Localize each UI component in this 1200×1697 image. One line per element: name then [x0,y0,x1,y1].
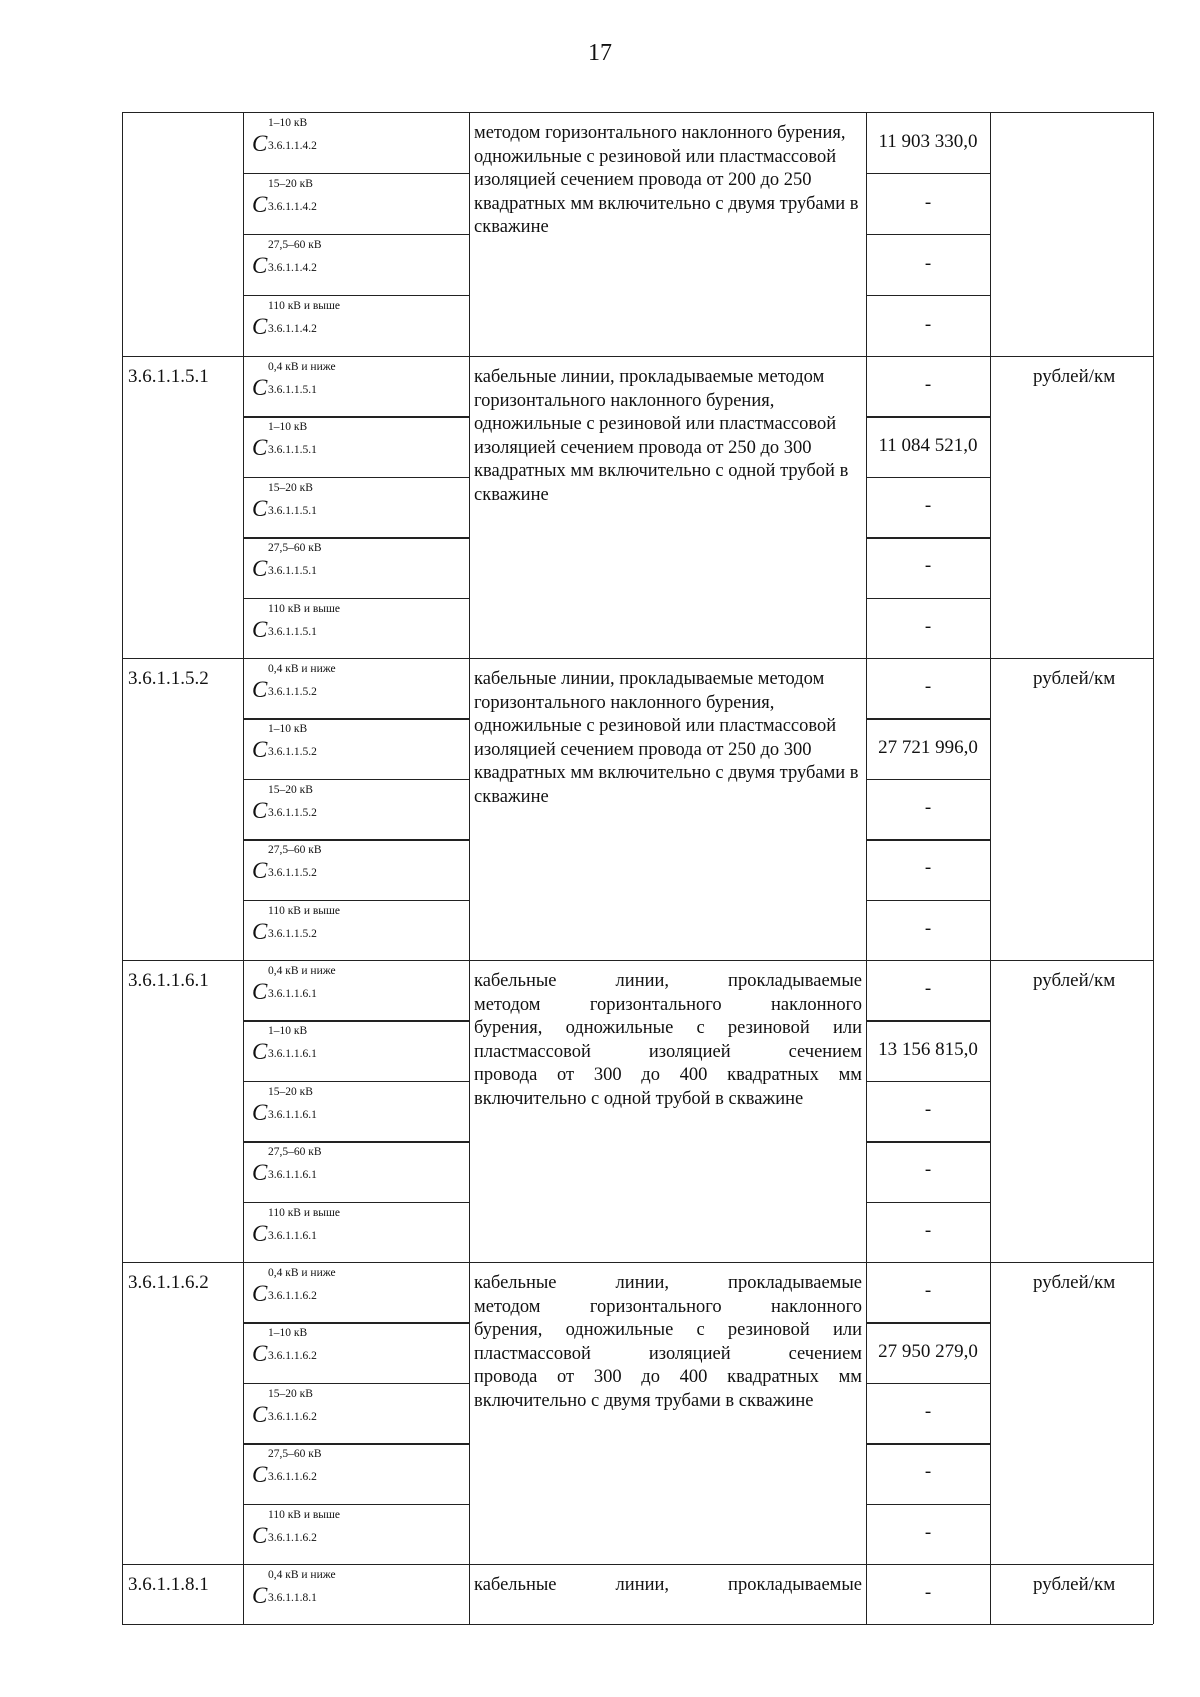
symbol-row-separator [243,234,469,235]
item-code: 3.6.1.1.5.2 [128,668,209,689]
rate-symbol-letter: C [252,858,268,884]
symbol-row-separator [243,598,469,599]
code-subscript: 3.6.1.1.6.2 [268,1410,317,1423]
value-row-separator [866,173,990,174]
rate-value: - [924,1099,932,1120]
symbol-row-separator [243,1322,469,1323]
voltage-superscript: 0,4 кВ и ниже [268,1267,336,1279]
value-row-separator [866,1443,990,1444]
code-subscript: 3.6.1.1.4.2 [268,323,317,335]
rate-value: 27 721 996,0 [878,736,978,758]
cable-line-description: кабельные линии, прокладываемые методом горизонтального наклонного бурения, одножильные с резиновой или пластмассовой изоляцией сечением провода от 250 до 300 квадратных мм включительно с одной трубой в скважине [474,367,849,505]
rate-symbol-letter: C [252,1583,268,1608]
code-subscript: 3.6.1.1.4.2 [268,262,317,274]
rate-value: - [924,978,932,1000]
rate-symbol-letter: C [252,1160,268,1186]
rate-symbol-letter: C [252,435,268,461]
code-subscript: 3.6.1.1.5.1 [268,565,317,578]
rate-symbol-letter: C [252,737,268,763]
item-code: 3.6.1.1.8.1 [128,1574,209,1595]
rate-symbol-letter: C [252,918,268,944]
value-row-separator [866,1383,990,1384]
rate-symbol-letter: C [252,1220,268,1246]
value-row-separator [866,1081,990,1082]
code-subscript: 3.6.1.1.4.2 [268,140,317,152]
voltage-superscript: 27,5–60 кВ [268,1448,322,1461]
rate-symbol-letter: C [252,1401,268,1427]
rate-symbol-letter: C [252,677,268,702]
code-subscript: 3.6.1.1.5.2 [268,746,317,759]
voltage-superscript: 1–10 кВ [268,1025,308,1038]
rate-value: - [924,1461,932,1483]
value-row-separator [866,295,990,296]
code-subscript: 3.6.1.1.6.2 [268,1350,317,1363]
voltage-superscript: 27,5–60 кВ [268,1146,322,1159]
column-border-4 [990,112,991,1624]
rate-symbol-letter: C [252,314,268,339]
description-line: кабельные линии, прокладываемые [474,1273,862,1293]
value-row-separator [866,234,990,235]
description-line: бурения, одножильные с резиновой или [474,1320,862,1340]
symbol-row-separator [243,900,469,901]
rate-value: 11 903 330,0 [878,130,978,152]
code-subscript: 3.6.1.1.5.2 [268,806,317,819]
voltage-superscript: 0,4 кВ и ниже [268,1569,336,1581]
code-subscript: 3.6.1.1.6.2 [268,1290,317,1302]
rate-symbol-letter: C [252,1522,268,1548]
voltage-superscript: 27,5–60 кВ [268,239,322,251]
column-border-0 [122,112,123,1624]
voltage-superscript: 1–10 кВ [268,421,308,434]
voltage-superscript: 0,4 кВ и ниже [268,361,336,373]
value-row-separator [866,598,990,599]
symbol-row-separator [243,1020,469,1021]
rate-symbol-letter: C [252,1099,268,1125]
code-subscript: 3.6.1.1.6.1 [268,988,317,1000]
rate-symbol-letter: C [252,1462,268,1488]
symbol-row-separator [243,416,469,417]
group-separator [122,658,1153,659]
value-row-separator [866,1141,990,1142]
unit-label: рублей/км [1033,366,1116,387]
group-separator [122,356,1153,357]
rate-value: 27 950 279,0 [878,1340,978,1362]
value-row-separator [866,416,990,417]
rate-value: - [924,1280,932,1302]
symbol-row-separator [243,1383,469,1384]
voltage-superscript: 0,4 кВ и ниже [268,965,336,977]
value-row-separator [866,718,990,719]
symbol-row-separator [243,839,469,840]
description-line: включительно с двумя трубами в скважине [474,1390,814,1411]
voltage-superscript: 110 кВ и выше [268,602,340,615]
rate-value: 13 156 815,0 [878,1038,978,1060]
rate-value: - [924,191,932,213]
code-subscript: 3.6.1.1.6.2 [268,1471,317,1484]
rate-symbol-letter: C [252,979,268,1004]
code-subscript: 3.6.1.1.5.1 [268,444,317,457]
rate-symbol-letter: C [252,556,268,582]
code-subscript: 3.6.1.1.5.2 [268,867,317,880]
description-line: провода от 300 до 400 квадратных мм [474,1367,862,1387]
voltage-superscript: 1–10 кВ [268,1327,308,1340]
description-line: бурения, одножильные с резиновой или [474,1018,862,1038]
voltage-superscript: 15–20 кВ [268,1085,313,1098]
code-subscript: 3.6.1.1.5.2 [268,686,317,698]
group-separator [122,1564,1153,1565]
column-border-5 [1153,112,1154,1624]
rate-symbol-letter: C [252,616,268,642]
description-line: включительно с одной трубой в скважине [474,1088,804,1109]
cable-line-description [474,1272,862,1413]
group-separator [122,1262,1153,1263]
symbol-row-separator [243,295,469,296]
value-row-separator [866,537,990,538]
value-row-separator [866,1202,990,1203]
unit-label: рублей/км [1033,1272,1116,1293]
rate-value: - [924,252,932,274]
item-code: 3.6.1.1.5.1 [128,366,209,387]
cable-line-description [474,970,862,1111]
voltage-superscript: 27,5–60 кВ [268,844,322,857]
symbol-row-separator [243,1081,469,1082]
description-line: провода от 300 до 400 квадратных мм [474,1065,862,1085]
rate-value: - [924,313,932,335]
rate-symbol-letter: C [252,375,268,400]
code-subscript: 3.6.1.1.5.2 [268,927,317,940]
voltage-superscript: 110 кВ и выше [268,300,340,312]
cable-line-description [474,1574,862,1598]
code-subscript: 3.6.1.1.5.1 [268,384,317,396]
symbol-row-separator [243,537,469,538]
description-line: пластмассовой изоляцией сечением [474,1041,862,1062]
voltage-superscript: 15–20 кВ [268,783,313,796]
rate-value: - [924,374,932,396]
rate-value: - [924,1521,932,1543]
rate-symbol-letter: C [252,1281,268,1306]
code-subscript: 3.6.1.1.5.1 [268,504,317,517]
rate-value: - [924,495,932,516]
rate-symbol-letter: C [252,495,268,521]
description-line: пластмассовой изоляцией сечением [474,1343,862,1364]
symbol-row-separator [243,477,469,478]
unit-label: рублей/км [1033,970,1116,991]
cable-line-description: методом горизонтального наклонного бурения, одножильные с резиновой или пластмассовой изоляцией сечением провода от 200 до 250 квадратных мм включительно с двумя трубами в скважине [474,123,859,237]
code-subscript: 3.6.1.1.8.1 [268,1592,317,1604]
rate-value: - [924,797,932,818]
symbol-row-separator [243,1141,469,1142]
item-code: 3.6.1.1.6.1 [128,970,209,991]
rate-value: - [924,1219,932,1241]
voltage-superscript: 15–20 кВ [268,1387,313,1400]
voltage-superscript: 110 кВ и выше [268,904,340,917]
rate-value: - [924,555,932,577]
column-border-2 [469,112,470,1624]
value-row-separator [866,839,990,840]
rate-value: - [924,1582,932,1603]
rate-value: - [924,857,932,879]
unit-label: рублей/км [1033,668,1116,689]
rate-symbol-letter: C [252,253,268,278]
voltage-superscript: 0,4 кВ и ниже [268,663,336,675]
symbol-row-separator [243,1443,469,1444]
voltage-superscript: 15–20 кВ [268,178,313,190]
voltage-superscript: 110 кВ и выше [268,1206,340,1219]
voltage-superscript: 15–20 кВ [268,481,313,494]
code-subscript: 3.6.1.1.6.1 [268,1169,317,1182]
unit-label: рублей/км [1033,1574,1116,1595]
value-row-separator [866,477,990,478]
rate-value: - [924,676,932,698]
value-row-separator [866,1322,990,1323]
cable-line-description: кабельные линии, прокладываемые методом горизонтального наклонного бурения, одножильные с резиновой или пластмассовой изоляцией сечением провода от 250 до 300 квадратных мм включительно с двумя трубами в скважине [474,669,859,807]
value-row-separator [866,900,990,901]
value-row-separator [866,1504,990,1505]
value-row-separator [866,1020,990,1021]
rate-value: - [924,917,932,939]
rate-value: 11 084 521,0 [878,434,978,456]
group-separator [122,960,1153,961]
code-subscript: 3.6.1.1.6.2 [268,1531,317,1544]
rate-value: - [924,615,932,637]
code-subscript: 3.6.1.1.6.1 [268,1229,317,1242]
code-subscript: 3.6.1.1.6.1 [268,1048,317,1061]
voltage-superscript: 110 кВ и выше [268,1508,340,1521]
rate-symbol-letter: C [252,131,268,156]
symbol-row-separator [243,1202,469,1203]
symbol-row-separator [243,779,469,780]
value-row-separator [866,779,990,780]
rate-value: - [924,1159,932,1181]
rate-value: - [924,1401,932,1422]
description-line: кабельные линии, прокладываемые [474,971,862,991]
code-subscript: 3.6.1.1.6.1 [268,1108,317,1121]
rate-symbol-letter: C [252,1341,268,1367]
code-subscript: 3.6.1.1.4.2 [268,201,317,213]
table-bottom-border [122,1624,1153,1625]
symbol-row-separator [243,1504,469,1505]
code-subscript: 3.6.1.1.5.1 [268,625,317,638]
column-border-1 [243,112,244,1624]
table-top-border [122,112,1153,113]
description-line: кабельные линии, прокладываемые [474,1575,862,1595]
item-code: 3.6.1.1.6.2 [128,1272,209,1293]
voltage-superscript: 1–10 кВ [268,117,308,129]
rate-symbol-letter: C [252,797,268,823]
rate-symbol-letter: C [252,1039,268,1065]
description-line: методом горизонтального наклонного [474,994,862,1015]
description-line: методом горизонтального наклонного [474,1296,862,1317]
voltage-superscript: 1–10 кВ [268,723,308,736]
voltage-superscript: 27,5–60 кВ [268,542,322,555]
rate-symbol-letter: C [252,192,268,217]
page-number: 17 [588,40,612,66]
symbol-row-separator [243,173,469,174]
symbol-row-separator [243,718,469,719]
